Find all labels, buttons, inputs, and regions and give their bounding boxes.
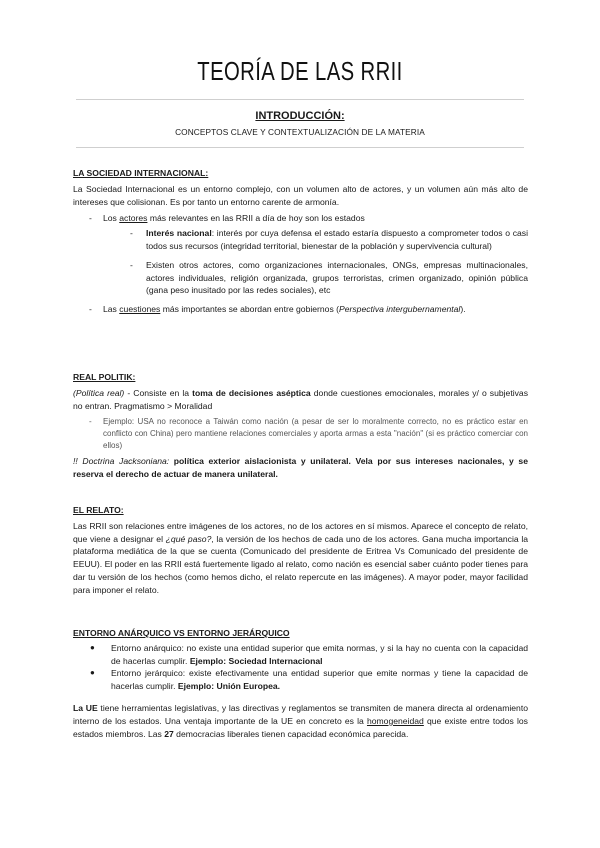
section-sociedad (73, 167, 528, 316)
text: Los (103, 213, 120, 224)
text: Entorno jerárquico: existe efectivamente una entidad superior que emite normas y tiene la capacidad de hacerlas cumplir. (111, 668, 528, 692)
text: más importantes se abordan entre gobiernos ( (160, 304, 339, 315)
section-realpolitik (73, 371, 528, 481)
text: democracias liberales tienen capacidad económica parecida. (173, 728, 409, 739)
text: donde cuestiones emocionales, morales y/ o subjetivas no entran. Pragmatismo > Moralidad (73, 387, 529, 411)
dash-marker: - (89, 417, 92, 427)
text-bold: política exterior aislacionista y unilateral. Vela por sus intereses nacionales, y se reserva el derecho de actuar de manera unilateral. (73, 456, 528, 479)
list-item (73, 212, 528, 225)
section-entorno (73, 627, 528, 693)
sub-list-item (73, 227, 528, 253)
text: más relevantes en las RRII a día de hoy son los estados (147, 213, 365, 224)
section-heading: LA SOCIEDAD INTERNACIONAL: (73, 168, 209, 178)
realpolitik-paragraph (73, 387, 528, 413)
list-item (73, 642, 528, 668)
text-underlined: cuestiones (119, 304, 161, 315)
text: : interés por cuya defensa el estado estaría dispuesto a comprometer todos o casi todos sus recursos (integridad territorial, bienestar de la población y supervivencia cultural) (146, 228, 528, 251)
text: , la versión de los hechos de cada uno de los actores. Gana mucha importancia la plataforma mediática de la que se cuenta (Comunicado del presidente de Eritrea Vs Comunicado del presidente de EEUU). El poder en las RRII está fuertemente ligado al relato, como nación es esencial saber cuánto poder tienes para dar tu versión de los hechos (como hemos dicho, el relato repercute en las imágenes). A mayor poder, mayor facilidad para imponer el relato. (73, 533, 529, 595)
text: que existe entre todos los estados miembros. Las (73, 715, 528, 739)
divider-intro (76, 147, 524, 148)
text: Las (103, 304, 120, 315)
dash-marker: - (89, 213, 92, 224)
document-title: TEORÍA DE LAS RRII (197, 56, 403, 86)
example-text: Ejemplo: USA no reconoce a Taiwán como nación (a pesar de ser lo moralmente correcto, no es práctico estar en conflicto con China) pero mantiene relaciones comerciales y aporta armas a esta "nación" (si es práctico comerciar con ellos) (103, 417, 528, 450)
bullet-marker: ● (90, 642, 95, 652)
section-heading: EL RELATO: (73, 505, 124, 515)
intro-heading: INTRODUCCIÓN: (255, 110, 345, 122)
divider-top (76, 99, 524, 100)
relato-paragraph (73, 520, 528, 597)
intro-subheading: CONCEPTOS CLAVE Y CONTEXTUALIZACIÓN DE LA MATERIA (175, 127, 425, 137)
ue-paragraph (73, 702, 528, 740)
section-relato (73, 504, 528, 597)
text-bold: Ejemplo: Sociedad Internacional (189, 655, 323, 666)
dash-marker: - (130, 228, 133, 239)
example-item (73, 416, 528, 451)
text-italic: ¿qué paso? (165, 533, 212, 544)
text: Las RRII son relaciones entre imágenes de los actores, no de los actores en sí mismos. Aparece el concepto de relato, que viene a designar el (73, 520, 528, 544)
text-bold: Ejemplo: Unión Europea. (177, 681, 281, 692)
dash-marker: - (89, 304, 92, 315)
text: tiene herramientas legislativas, y las directivas y reglamentos se transmiten de manera directa al ordenamiento interno de los estados. Una ventaja importante de la UE en concreto es la (73, 703, 528, 726)
list-item (73, 303, 528, 316)
dash-marker: - (130, 259, 133, 270)
text: ). (460, 304, 466, 315)
sub-list-item (73, 259, 528, 297)
text: Existen otros actores, como organizaciones internacionales, ONGs, empresas multinacionales, actores individuales, religión organizada, grupos terroristas, crimen organizado, opinión pública (gana peso inusitado por las redes sociales), etc (146, 259, 528, 296)
text-italic: (Política real) (73, 387, 125, 398)
text-bold: La UE (73, 703, 98, 713)
text-italic: !! Doctrina Jacksoniana: (73, 456, 170, 467)
sociedad-paragraph: La Sociedad Internacional es un entorno complejo, con un volumen alto de actores, y un volumen aún más alto de intereses que colisionan. Es por tanto un entorno carente de armonía. (73, 183, 528, 207)
section-heading: REAL POLITIK: (73, 372, 136, 382)
text-underlined: actores (119, 213, 148, 224)
text: - Consiste en la (124, 387, 193, 398)
section-heading: ENTORNO ANÁRQUICO VS ENTORNO JERÁRQUICO (73, 628, 290, 638)
list-item (73, 667, 528, 693)
bullet-marker: ● (90, 668, 95, 678)
text-bold: Interés nacional (146, 228, 212, 239)
text-bold: toma de decisiones aséptica (192, 387, 311, 398)
doctrina-paragraph (73, 455, 528, 481)
text-underlined: homogeneidad (366, 715, 424, 726)
text: Entorno anárquico: no existe una entidad superior que emita normas, y si la hay no cuenta con la capacidad de hacerlas cumplir. (111, 642, 528, 666)
text-bold: 27 (164, 728, 174, 739)
text-italic: Perspectiva intergubernamental (339, 304, 461, 315)
